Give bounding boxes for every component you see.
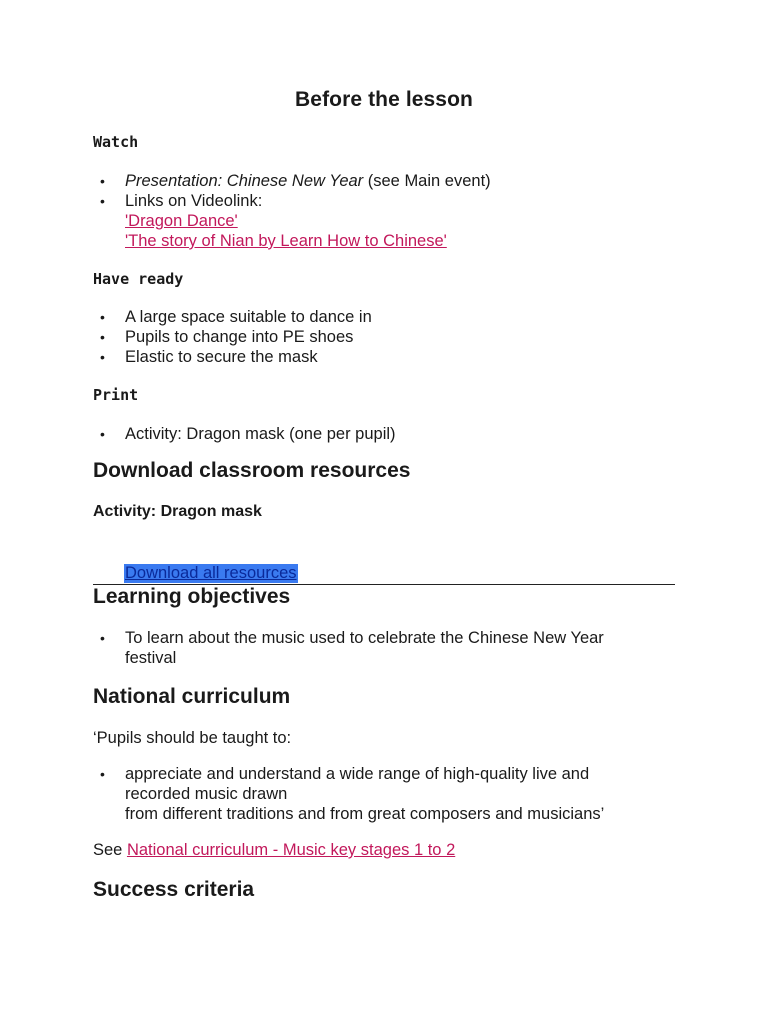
presentation-suffix: (see Main event) xyxy=(363,172,491,190)
list-item: • To learn about the music used to celebrate the Chinese New Year festival xyxy=(93,628,653,668)
have-ready-list xyxy=(93,307,653,367)
list-item xyxy=(93,171,653,191)
curriculum-intro: ‘Pupils should be taught to: xyxy=(93,729,292,747)
print-list xyxy=(93,424,653,444)
objectives-heading: Learning objectives xyxy=(93,585,291,608)
curriculum-heading: National curriculum xyxy=(93,685,291,708)
story-of-nian-link[interactable]: 'The story of Nian by Learn How to Chinese' xyxy=(125,232,447,250)
print-heading: Print xyxy=(93,386,139,404)
national-curriculum-link[interactable]: National curriculum - Music key stages 1 to 2 xyxy=(126,841,456,859)
list-item: • Activity: Dragon mask (one per pupil) xyxy=(93,424,653,444)
objectives-list xyxy=(93,628,653,668)
download-row xyxy=(93,564,675,585)
see-prefix: See xyxy=(93,841,127,859)
page-title: Before the lesson xyxy=(295,88,473,111)
watch-list xyxy=(93,171,653,251)
curriculum-list xyxy=(93,764,653,824)
success-heading: Success criteria xyxy=(93,878,255,901)
download-all-button[interactable]: Download all resources xyxy=(125,564,297,582)
dragon-dance-link[interactable]: 'Dragon Dance' xyxy=(125,212,238,230)
have-ready-heading: Have ready xyxy=(93,270,184,288)
list-item: • A large space suitable to dance in xyxy=(93,307,653,327)
watch-heading: Watch xyxy=(93,133,139,151)
links-intro: Links on Videolink: xyxy=(125,192,263,210)
list-item xyxy=(93,191,653,251)
curriculum-item-line-2: from different traditions and from great composers and musicians’ xyxy=(125,805,605,823)
presentation-title: Presentation: Chinese New Year xyxy=(125,172,364,190)
curriculum-item-line-1: appreciate and understand a wide range of high-quality live and recorded music drawn xyxy=(125,765,590,803)
download-heading: Download classroom resources xyxy=(93,459,411,482)
activity-label: Activity: Dragon mask xyxy=(93,503,262,520)
list-item: • Pupils to change into PE shoes xyxy=(93,327,653,347)
list-item: • Elastic to secure the mask xyxy=(93,347,653,367)
list-item xyxy=(93,764,653,824)
see-line xyxy=(93,840,455,860)
